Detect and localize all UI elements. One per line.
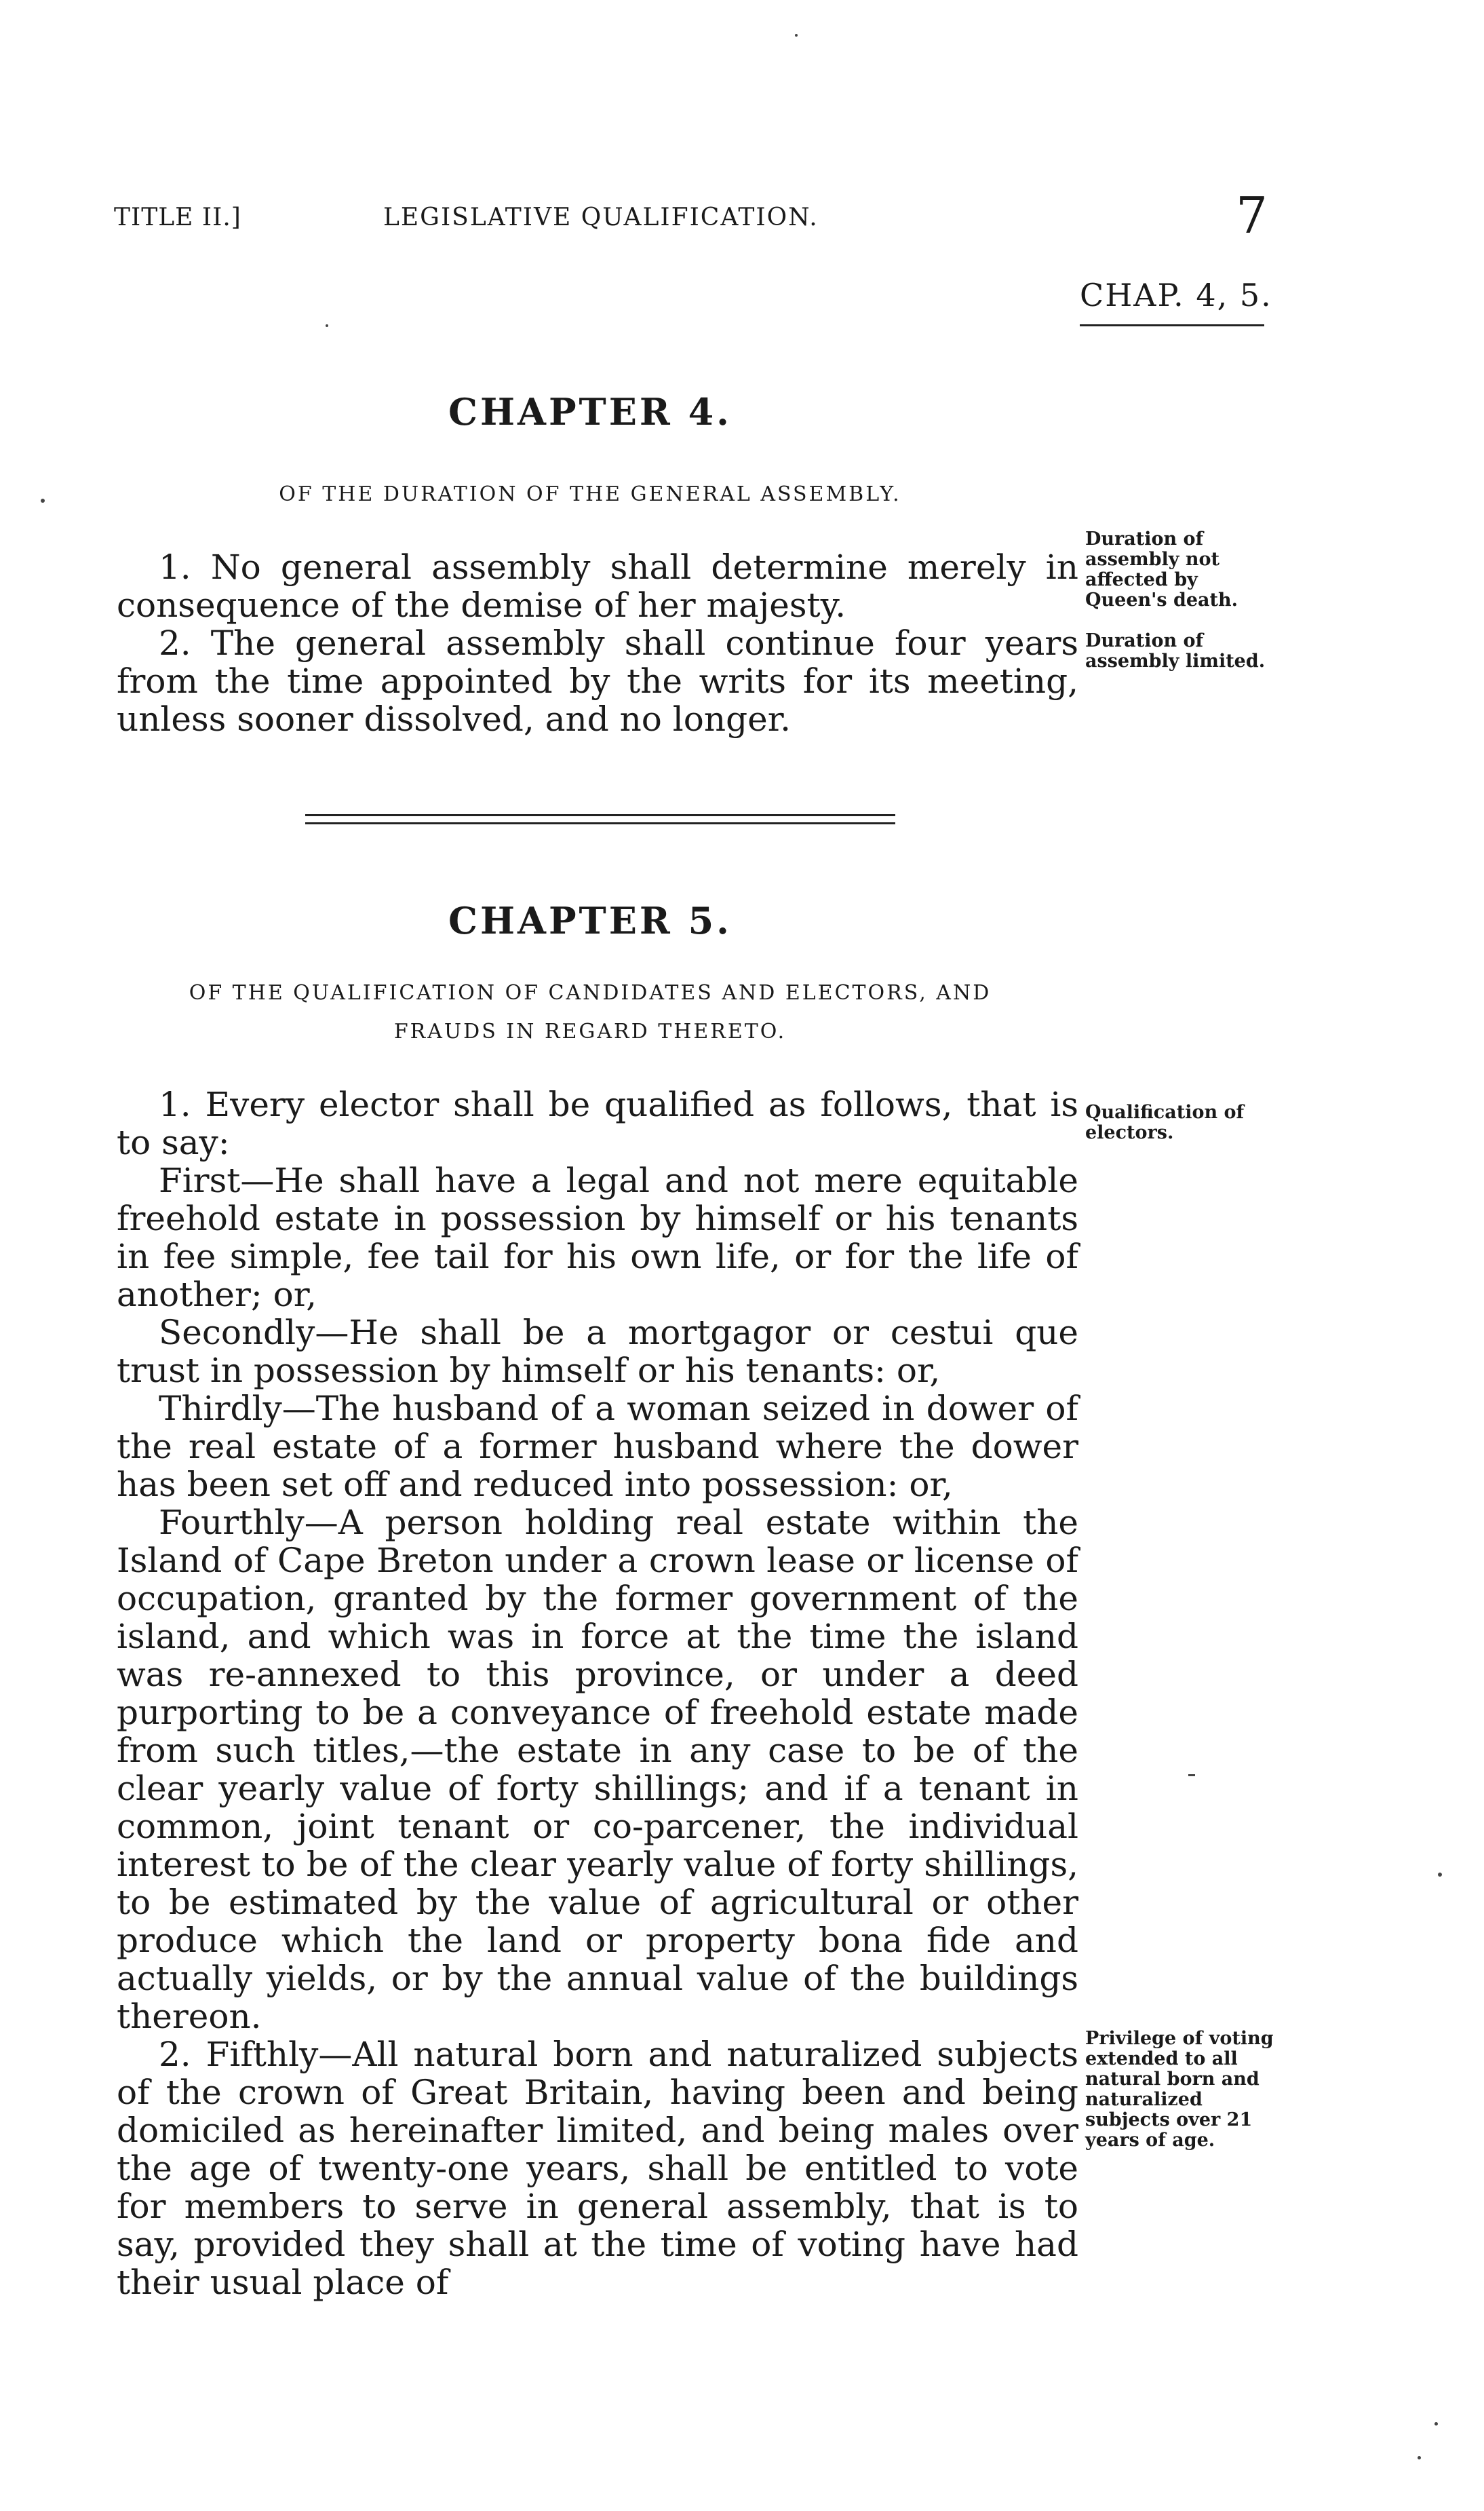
chapter-4-section-2: 2. The general assembly shall continue four years from the time appointed by the writs for its meeting, unless sooner dissolved, and no longer. (117, 624, 1078, 739)
chapter-5-subheading-line-2: FRAUDS IN REGARD THERETO. (393, 1020, 787, 1043)
running-header-title: LEGISLATIVE QUALIFICATION. (383, 204, 819, 231)
page-number: 7 (1236, 187, 1268, 245)
chapter-4-body (117, 548, 1078, 738)
chapter-5-body (117, 1086, 1078, 2301)
chapter-reference: CHAP. 4, 5. (1080, 277, 1272, 313)
chapter-5-third-qualification: Thirdly—The husband of a woman seized in dower of the real estate of a former husband where the dower has been set off and reduced into possession: or, (117, 1389, 1078, 1504)
scan-speck (1434, 2422, 1438, 2426)
chapter-reference-rule (1080, 324, 1264, 326)
scan-speck (41, 499, 45, 503)
scan-speck (1438, 1873, 1442, 1877)
margin-note-privilege-voting: Privilege of voting extended to all natural born and naturalized subjects over 21 years of age. (1085, 2028, 1274, 2151)
chapter-4-subheading: OF THE DURATION OF THE GENERAL ASSEMBLY. (279, 482, 901, 506)
running-header-title-ref: TITLE II.] (114, 204, 241, 231)
chapter-5-second-qualification: Secondly—He shall be a mortgagor or cestui que trust in possession by himself or his tenants: or, (117, 1313, 1078, 1390)
chapter-4-section-1: 1. No general assembly shall determine merely in consequence of the demise of her majesty. (117, 548, 1078, 625)
chapter-4-heading: CHAPTER 4. (448, 390, 732, 434)
chapter-5-section-1: 1. Every elector shall be qualified as follows, that is to say: (117, 1085, 1078, 1162)
chapter-separator (305, 814, 895, 824)
scan-speck (326, 324, 328, 327)
margin-note-duration-limited: Duration of assembly limited. (1085, 630, 1266, 672)
scan-speck (1188, 1774, 1195, 1776)
margin-note-qualification-electors: Qualification of electors. (1085, 1102, 1245, 1143)
scan-speck (795, 34, 798, 37)
chapter-5-fourth-qualification: Fourthly—A person holding real estate within the Island of Cape Breton under a crown lease or license of occupation, granted by the former government of the island, and which was in force at the time the island was re-annexed to this province, or under a deed purporting to be a conveyance of freehold estate made from such titles,—the estate in any case to be of the clear yearly value of forty shillings; and if a tenant in common, joint tenant or co-parcener, the individual interest to be of the clear yearly value of forty shillings, to be estimated by the value of agricultural or other produce which the land or property bona fide and actually yields, or by the annual value of the buildings thereon. (117, 1503, 1078, 2036)
chapter-5-heading: CHAPTER 5. (448, 899, 732, 942)
scan-speck (1418, 2456, 1421, 2459)
chapter-5-section-2: 2. Fifthly—All natural born and naturalized subjects of the crown of Great Britain, having been and being domiciled as hereinafter limited, and being males over the age of twenty-one years, shall be entitled to vote for members to serve in general assembly, that is to say, provided they shall at the time of voting have had their usual place of (117, 2035, 1078, 2302)
chapter-5-first-qualification: First—He shall have a legal and not mere equitable freehold estate in possession by himself or his tenants in fee simple, fee tail for his own life, or for the life of another; or, (117, 1161, 1078, 1314)
chapter-5-subheading-line-1: OF THE QUALIFICATION OF CANDIDATES AND ELECTORS, AND (189, 981, 992, 1005)
margin-note-duration-death: Duration of assembly not affected by Queen's death. (1085, 529, 1238, 611)
